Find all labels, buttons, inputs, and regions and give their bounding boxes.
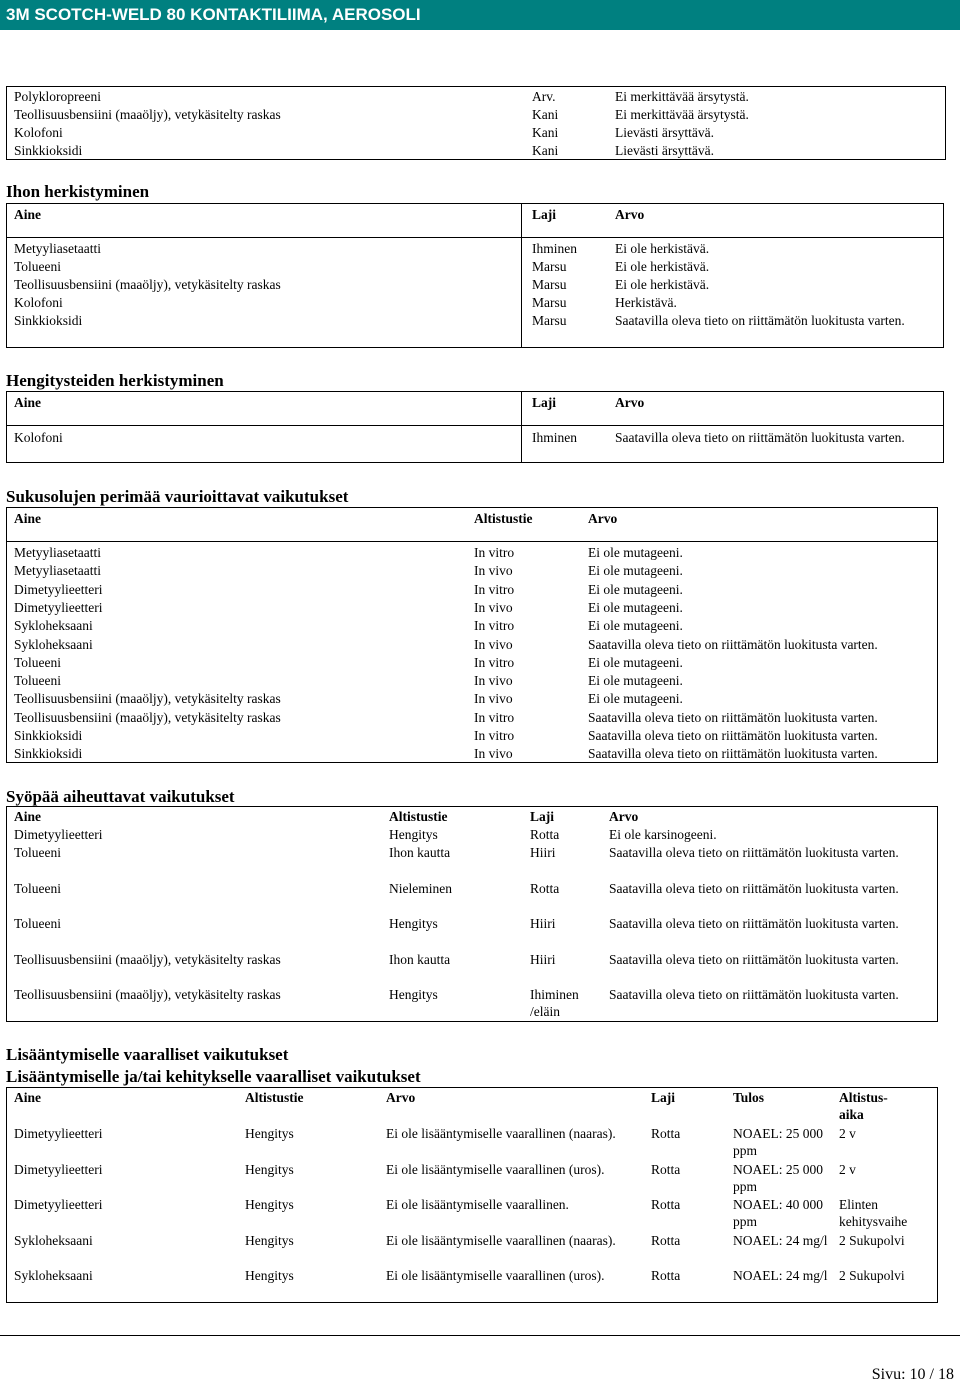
value-cell: Herkistävä. (615, 295, 677, 310)
substance-cell: Teollisuusbensiini (maaöljy), vetykäsitelty raskas (14, 952, 281, 967)
table-header-row (7, 808, 937, 826)
substance-cell: Tolueeni (14, 845, 62, 860)
route-cell: In vitro (474, 581, 515, 597)
header-aine: Aine (14, 511, 41, 526)
muta-table (6, 507, 938, 763)
substance-cell: Sykloheksaani (14, 1232, 93, 1248)
value-cell: Ei ole lisääntymiselle vaarallinen (uros). (386, 1268, 605, 1284)
substance-cell: Teollisuusbensiini (maaöljy), vetykäsitelty raskas (14, 107, 281, 122)
species-cell: Rotta (651, 1232, 681, 1248)
route-cell: In vitro (474, 654, 515, 670)
table-row (7, 106, 945, 124)
value-cell: Ei ole mutageeni. (588, 654, 683, 670)
table-row (7, 951, 937, 987)
header-arvo: Arvo (615, 207, 645, 222)
substance-cell: Sinkkioksidi (14, 746, 83, 762)
section-title-muta: Sukusolujen perimää vaurioittavat vaikutukset (6, 487, 349, 506)
header-laji: Laji (651, 1090, 676, 1105)
footer-divider (0, 1335, 960, 1336)
result-cell: NOAEL: 24 mg/l (733, 1232, 828, 1248)
value-cell: Ei merkittävää ärsytystä. (615, 89, 749, 104)
substance-cell: Sinkkioksidi (14, 143, 83, 158)
header-altistustie: Altistustie (474, 511, 533, 526)
substance-cell: Sinkkioksidi (14, 313, 83, 328)
table-row (7, 727, 937, 745)
table-row (7, 745, 937, 763)
value-cell: Saatavilla oleva tieto on riittämätön luokitusta varten. (609, 916, 899, 931)
substance-cell: Dimetyylieetteri (14, 827, 103, 842)
substance-cell: Dimetyylieetteri (14, 1161, 103, 1177)
species-cell: Marsu (532, 277, 567, 292)
substance-cell: Tolueeni (14, 673, 62, 689)
substance-cell: Tolueeni (14, 259, 62, 274)
route-cell: Hengitys (245, 1126, 294, 1141)
resp-table (6, 391, 944, 463)
route-cell: Hengitys (245, 1197, 294, 1213)
route-cell: Hengitys (245, 1268, 294, 1284)
value-cell: Ei ole lisääntymiselle vaarallinen (uros). (386, 1161, 605, 1177)
value-cell: Ei ole mutageeni. (588, 545, 683, 560)
substance-cell: Dimetyylieetteri (14, 1197, 103, 1213)
route-cell: Hengitys (389, 916, 438, 931)
substance-cell: Teollisuusbensiini (maaöljy), vetykäsitelty raskas (14, 987, 281, 1002)
header-aine: Aine (14, 395, 41, 410)
document-title: 3M SCOTCH-WELD 80 KONTAKTILIIMA, AEROSOLI (6, 5, 421, 24)
header-tulos: Tulos (733, 1090, 765, 1105)
species-cell: Kani (532, 143, 559, 158)
route-cell: Hengitys (245, 1161, 294, 1177)
value-cell: Ei ole mutageeni. (588, 581, 683, 597)
table-header-row (7, 394, 943, 412)
route-cell: In vivo (474, 746, 513, 762)
route-cell: In vitro (474, 709, 515, 725)
irritation-table (6, 86, 946, 160)
route-cell: Nieleminen (389, 881, 452, 896)
route-cell: In vitro (474, 728, 515, 743)
header-aine: Aine (14, 1090, 41, 1105)
substance-cell: Polykloropreeni (14, 89, 101, 104)
substance-cell: Sykloheksaani (14, 636, 93, 652)
value-cell: Saatavilla oleva tieto on riittämätön luokitusta varten. (588, 709, 878, 725)
section-title-repro: Lisääntymiselle vaaralliset vaikutukset (6, 1045, 289, 1064)
header-aine: Aine (14, 207, 41, 222)
substance-cell: Kolofoni (14, 125, 63, 140)
substance-cell: Kolofoni (14, 295, 63, 310)
species-cell: Hiiri (530, 952, 556, 967)
header-arvo: Arvo (609, 809, 639, 824)
header-altistustie: Altistustie (245, 1090, 304, 1105)
substance-cell: Metyyliasetaatti (14, 241, 101, 256)
species-cell: Rotta (651, 1197, 681, 1213)
value-cell: Saatavilla oleva tieto on riittämätön luokitusta varten. (609, 987, 899, 1002)
value-cell: Saatavilla oleva tieto on riittämätön luokitusta varten. (609, 881, 899, 896)
table-row (7, 124, 945, 142)
section-subtitle-repro: Lisääntymiselle ja/tai kehitykselle vaaralliset vaikutukset (6, 1067, 421, 1086)
table-row (7, 258, 943, 276)
section-title-skin: Ihon herkistyminen (6, 182, 150, 201)
value-cell: Lievästi ärsyttävä. (615, 143, 714, 158)
document-header (0, 0, 960, 30)
substance-cell: Sinkkioksidi (14, 728, 83, 743)
value-cell: Ei ole herkistävä. (615, 259, 710, 274)
species-cell: Hiiri (530, 916, 556, 931)
table-row (7, 294, 943, 312)
result-cell: NOAEL: 25 000 ppm (733, 1126, 823, 1158)
species-cell: Kani (532, 125, 559, 140)
substance-cell: Kolofoni (14, 430, 63, 445)
species-cell: Marsu (532, 295, 567, 310)
table-row (7, 429, 943, 463)
header-aine: Aine (14, 809, 41, 824)
header-laji: Laji (532, 207, 557, 222)
species-cell: Marsu (532, 259, 567, 274)
value-cell: Lievästi ärsyttävä. (615, 125, 714, 140)
substance-cell: Sykloheksaani (14, 1268, 93, 1284)
value-cell: Ei ole mutageeni. (588, 563, 683, 579)
value-cell: Ei ole mutageeni. (588, 618, 683, 634)
value-cell: Ei ole herkistävä. (615, 277, 710, 292)
substance-cell: Sykloheksaani (14, 618, 93, 634)
substance-cell: Teollisuusbensiini (maaöljy), vetykäsitelty raskas (14, 709, 281, 725)
route-cell: Hengitys (245, 1232, 294, 1248)
substance-cell: Metyyliasetaatti (14, 545, 101, 560)
value-cell: Saatavilla oleva tieto on riittämätön luokitusta varten. (609, 845, 899, 860)
table-row (7, 1161, 937, 1197)
value-cell: Ei merkittävää ärsytystä. (615, 107, 749, 122)
species-cell: Ihminen (532, 430, 577, 445)
substance-cell: Dimetyylieetteri (14, 599, 103, 615)
result-cell: NOAEL: 24 mg/l (733, 1268, 828, 1284)
route-cell: In vivo (474, 636, 513, 652)
substance-cell: Teollisuusbensiini (maaöljy), vetykäsitelty raskas (14, 277, 281, 292)
species-cell: Rotta (530, 827, 560, 842)
table-row (7, 880, 937, 916)
value-cell: Ei ole mutageeni. (588, 599, 683, 615)
section-title-carc: Syöpää aiheuttavat vaikutukset (6, 787, 235, 806)
table-row (7, 986, 937, 1022)
substance-cell: Tolueeni (14, 916, 62, 931)
result-cell: NOAEL: 25 000 ppm (733, 1161, 823, 1194)
value-cell: Saatavilla oleva tieto on riittämätön luokitusta varten. (588, 746, 878, 762)
header-altistusaika: Altistus-aika (839, 1090, 888, 1122)
table-row (7, 1267, 937, 1303)
value-cell: Ei ole mutageeni. (588, 673, 683, 689)
header-altistustie: Altistustie (389, 809, 448, 824)
species-cell: Ihminen (532, 241, 577, 256)
result-cell: NOAEL: 40 000 ppm (733, 1197, 823, 1230)
route-cell: In vivo (474, 563, 513, 579)
route-cell: Hengitys (389, 827, 438, 842)
table-row (7, 709, 937, 727)
substance-cell: Metyyliasetaatti (14, 563, 101, 579)
value-cell: Saatavilla oleva tieto on riittämätön luokitusta varten. (615, 313, 905, 328)
table-row (7, 562, 937, 580)
table-row (7, 1232, 937, 1268)
table-row (7, 276, 943, 294)
route-cell: Ihon kautta (389, 845, 451, 860)
table-header-row (7, 1089, 937, 1125)
header-arvo: Arvo (386, 1090, 416, 1105)
duration-cell: 2 v (839, 1161, 856, 1177)
value-cell: Ei ole lisääntymiselle vaarallinen (naaras). (386, 1232, 616, 1248)
table-row (7, 142, 945, 160)
value-cell: Ei ole karsinogeeni. (609, 827, 717, 842)
species-cell: Rotta (651, 1126, 681, 1141)
repro-table (6, 1087, 938, 1303)
table-row (7, 672, 937, 690)
species-cell: Rotta (651, 1268, 681, 1284)
substance-cell: Tolueeni (14, 881, 62, 896)
table-row (7, 544, 937, 562)
section-title-resp: Hengitysteiden herkistyminen (6, 371, 224, 390)
table-row (7, 654, 937, 672)
duration-cell: 2 Sukupolvi (839, 1268, 905, 1284)
value-cell: Saatavilla oleva tieto on riittämätön luokitusta varten. (615, 430, 905, 445)
table-row (7, 1196, 937, 1232)
species-cell: Arv. (532, 89, 556, 104)
table-header-row (7, 206, 943, 224)
header-arvo: Arvo (588, 511, 618, 526)
route-cell: Ihon kautta (389, 952, 451, 967)
table-row (7, 581, 937, 599)
value-cell: Ei ole mutageeni. (588, 691, 683, 707)
table-row (7, 88, 945, 106)
value-cell: Saatavilla oleva tieto on riittämätön luokitusta varten. (588, 636, 878, 652)
route-cell: Hengitys (389, 987, 438, 1002)
substance-cell: Dimetyylieetteri (14, 581, 103, 597)
species-cell: Rotta (651, 1161, 681, 1177)
duration-cell: 2 v (839, 1126, 856, 1141)
species-cell: Rotta (530, 881, 560, 896)
substance-cell: Tolueeni (14, 654, 62, 670)
header-laji: Laji (530, 809, 555, 824)
value-cell: Saatavilla oleva tieto on riittämätön luokitusta varten. (588, 728, 878, 743)
skin-table (6, 203, 944, 348)
table-row (7, 690, 937, 708)
table-row (7, 844, 937, 880)
duration-cell: Elinten kehitysvaihe (839, 1197, 908, 1230)
table-row (7, 240, 943, 258)
species-cell: Ihiminen /eläin (530, 987, 579, 1019)
substance-cell: Dimetyylieetteri (14, 1126, 103, 1141)
substance-cell: Teollisuusbensiini (maaöljy), vetykäsitelty raskas (14, 691, 281, 707)
species-cell: Hiiri (530, 845, 556, 860)
header-laji: Laji (532, 395, 557, 410)
table-row (7, 617, 937, 635)
route-cell: In vitro (474, 545, 515, 560)
carc-table (6, 806, 938, 1022)
table-row (7, 636, 937, 654)
route-cell: In vivo (474, 599, 513, 615)
table-row (7, 599, 937, 617)
page-number: Sivu: 10 / 18 (871, 1366, 954, 1383)
route-cell: In vivo (474, 691, 513, 707)
table-header-row (7, 510, 937, 528)
header-arvo: Arvo (615, 395, 645, 410)
route-cell: In vivo (474, 673, 513, 689)
species-cell: Kani (532, 107, 559, 122)
value-cell: Ei ole lisääntymiselle vaarallinen (naaras). (386, 1126, 616, 1141)
table-row (7, 826, 937, 844)
table-row (7, 1125, 937, 1161)
route-cell: In vitro (474, 618, 515, 634)
value-cell: Ei ole herkistävä. (615, 241, 710, 256)
species-cell: Marsu (532, 313, 567, 328)
table-row (7, 915, 937, 951)
value-cell: Ei ole lisääntymiselle vaarallinen. (386, 1197, 569, 1213)
duration-cell: 2 Sukupolvi (839, 1232, 905, 1248)
value-cell: Saatavilla oleva tieto on riittämätön luokitusta varten. (609, 952, 899, 967)
table-row (7, 312, 943, 348)
